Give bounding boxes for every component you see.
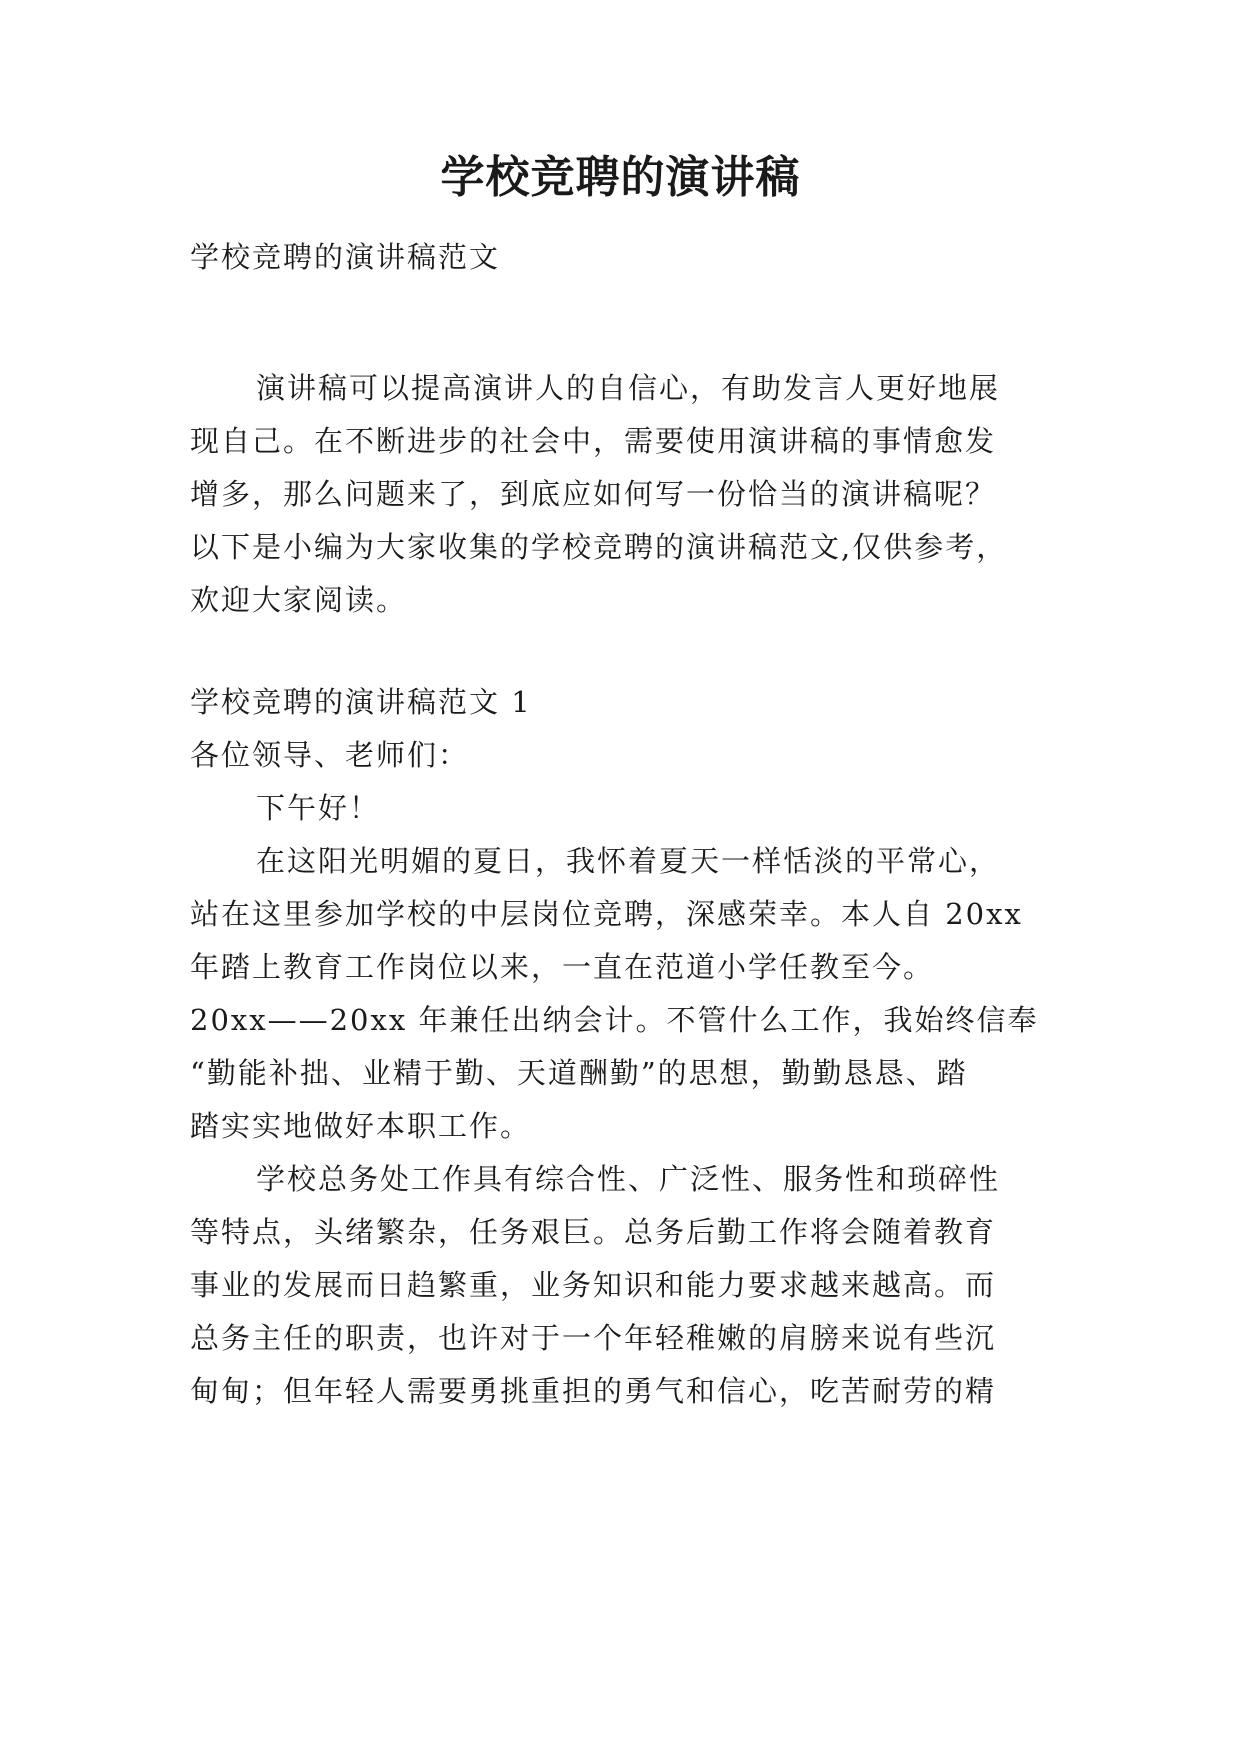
para1-line-3: 年踏上教育工作岗位以来，一直在范道小学任教至今。 <box>190 950 935 984</box>
document-title: 学校竞聘的演讲稿 <box>440 152 801 203</box>
intro-line-4: 以下是小编为大家收集的学校竞聘的演讲稿范文,仅供参考， <box>190 530 1008 564</box>
para2-line-4: 总务主任的职责，也许对于一个年轻稚嫩的肩膀来说有些沉 <box>190 1321 997 1355</box>
para1-line-5: “勤能补拙、业精于勤、天道酬勤”的思想，勤勤恳恳、踏 <box>190 1056 968 1090</box>
intro-line-5: 欢迎大家阅读。 <box>190 583 408 617</box>
intro-line-2: 现自己。在不断进步的社会中，需要使用演讲稿的事情愈发 <box>190 424 997 458</box>
para1-line-2: 站在这里参加学校的中层岗位竞聘，深感荣幸。本人自 20xx <box>190 897 1023 931</box>
para2-line-5: 甸甸；但年轻人需要勇挑重担的勇气和信心，吃苦耐劳的精 <box>190 1374 997 1408</box>
section-heading: 学校竞聘的演讲稿范文 1 <box>190 685 532 719</box>
para1-line-1: 在这阳光明媚的夏日，我怀着夏天一样恬淡的平常心， <box>256 844 1001 878</box>
greeting: 下午好！ <box>256 791 381 825</box>
para2-line-2: 等特点，头绪繁杂，任务艰巨。总务后勤工作将会随着教育 <box>190 1215 997 1249</box>
para2-line-1: 学校总务处工作具有综合性、广泛性、服务性和琐碎性 <box>256 1162 1001 1196</box>
document-subtitle: 学校竞聘的演讲稿范文 <box>190 240 501 274</box>
para2-line-3: 事业的发展而日趋繁重，业务知识和能力要求越来越高。而 <box>190 1268 997 1302</box>
intro-line-3: 增多，那么问题来了，到底应如何写一份恰当的演讲稿呢？ <box>190 477 997 511</box>
intro-line-1: 演讲稿可以提高演讲人的自信心，有助发言人更好地展 <box>256 371 1001 405</box>
salutation: 各位领导、老师们： <box>190 738 470 772</box>
para1-line-4: 20xx——20xx 年兼任出纳会计。不管什么工作，我始终信奉 <box>190 1003 1039 1037</box>
para1-line-6: 踏实实地做好本职工作。 <box>190 1109 532 1143</box>
